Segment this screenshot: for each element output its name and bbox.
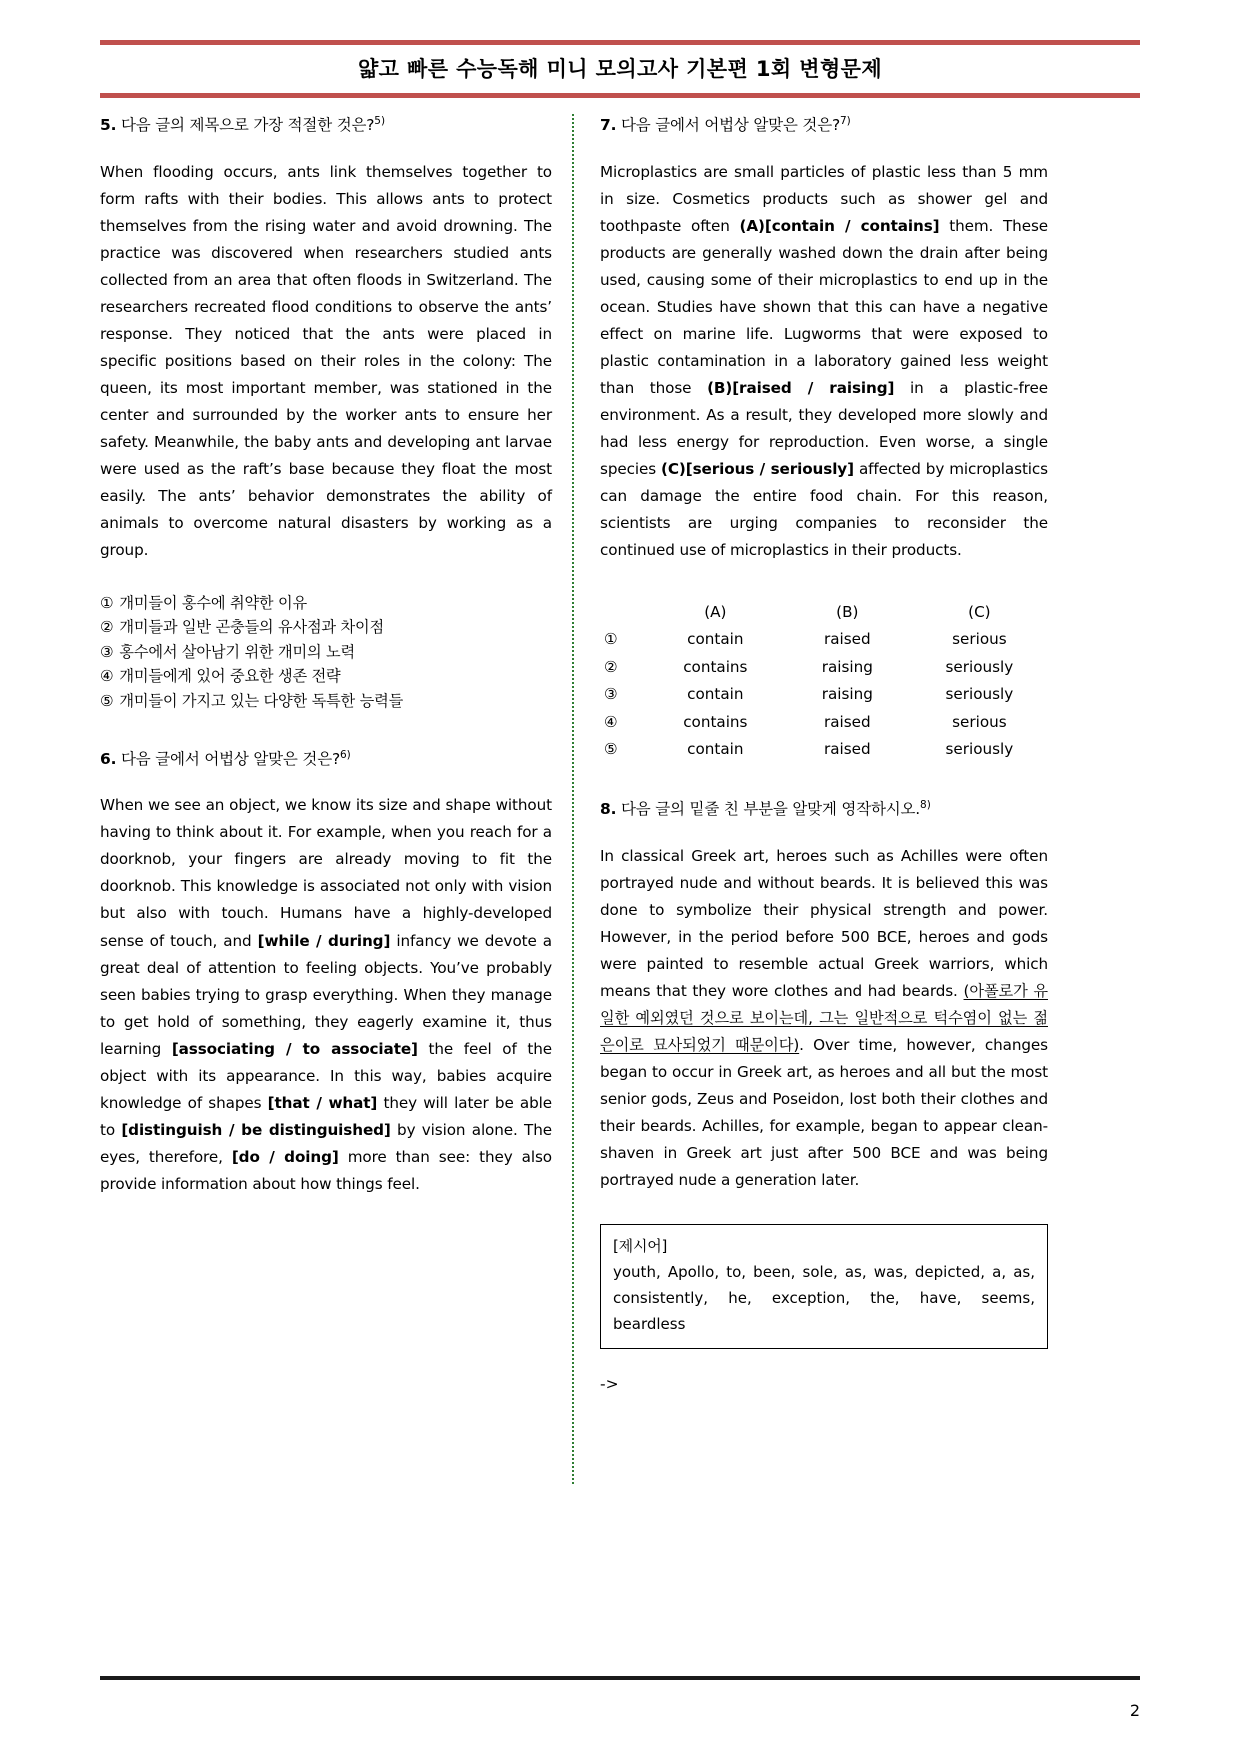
inline-choice-pair: [do / doing] bbox=[231, 1147, 339, 1166]
question-6 bbox=[100, 748, 552, 1198]
question-5-passage: When flooding occurs, ants link themselves together to form rafts with their bodies. This allows ants to protect themselves from the rising water and avoid drowning. The practice was discovered when researchers studied ants collected from an area that often floods in Switzerland. The researchers recreated flood conditions to observe the ants’ response. They noticed that the ants were placed in specific positions based on their roles in the colony: The queen, its most important member, was stationed in the center and surrounded by the worker ants to ensure her safety. Meanwhile, the baby ants and developing ant larvae were used as the raft’s base because they float the most easily. The ants’ behavior demonstrates the ability of animals to overcome natural disasters by working as a group. bbox=[100, 162, 552, 560]
cell-a: contain bbox=[687, 630, 744, 649]
table-row[interactable] bbox=[600, 709, 1048, 737]
choice-label: 홍수에서 살아남기 위한 개미의 노력 bbox=[119, 642, 355, 661]
choice-label: 개미들에게 있어 중요한 생존 전략 bbox=[119, 667, 341, 686]
passage-text: more than see: they also provide information about how things feel. bbox=[100, 1147, 552, 1193]
answer-arrow: -> bbox=[600, 1375, 619, 1394]
cell-c: serious bbox=[952, 630, 1007, 649]
inline-choice-pair: (B)[raised / raising] bbox=[707, 379, 895, 398]
choice-label: 개미들이 가지고 있는 다양한 독특한 능력들 bbox=[119, 692, 404, 711]
cell-a: contain bbox=[687, 740, 744, 759]
choice-item[interactable] bbox=[100, 591, 552, 616]
passage-text: . Over time, however, changes began to occur in Greek art, as heroes and all but the most senior gods, Zeus and Poseidon, lost both their clothes and their beards. Achilles, for example, began to appear clean-shaven in Greek art just after 500 BCE and was being portrayed nude a generation later. bbox=[600, 1035, 1048, 1190]
inline-choice-pair: (A)[contain / contains] bbox=[739, 216, 940, 235]
cell-b: raising bbox=[821, 685, 873, 704]
cell-b: raised bbox=[823, 630, 871, 649]
row-marker: ④ bbox=[604, 712, 618, 731]
choice-marker: ③ bbox=[100, 642, 114, 661]
question-6-heading-text: 다음 글에서 어법상 알맞은 것은? bbox=[116, 749, 340, 768]
question-8-number: 8. bbox=[600, 800, 617, 819]
page-number: 2 bbox=[1129, 1701, 1140, 1720]
question-5-choices bbox=[100, 591, 552, 714]
word-bank-words: youth, Apollo, to, been, sole, as, was, depicted, a, as, consistently, he, exception, the, have, seems, beardless bbox=[613, 1262, 1035, 1333]
column-header-marker bbox=[600, 599, 647, 627]
section-spacer bbox=[600, 764, 1048, 798]
row-marker: ① bbox=[604, 630, 618, 649]
question-6-number: 6. bbox=[100, 749, 117, 768]
question-5-footnote-marker: 5) bbox=[374, 115, 386, 128]
question-7-answer-table bbox=[600, 599, 1048, 764]
column-header-b: (B) bbox=[836, 602, 859, 621]
table-row[interactable] bbox=[600, 736, 1048, 764]
two-column-body bbox=[100, 114, 1140, 1509]
question-7-passage bbox=[600, 159, 1048, 565]
choice-marker: ⑤ bbox=[100, 692, 114, 711]
underlined-translation-target: (아폴로가 유일한 예외였던 것으로 보이는데, 그는 일반적으로 턱수염이 없는 젊은이로 묘사되었기 때문이다) bbox=[600, 981, 1048, 1054]
question-8-footnote-marker: 8) bbox=[920, 798, 931, 811]
question-5 bbox=[100, 114, 552, 713]
section-spacer bbox=[100, 714, 552, 748]
choice-marker: ② bbox=[100, 618, 114, 637]
passage-text: they will later be able to bbox=[100, 1093, 553, 1139]
choice-item[interactable] bbox=[100, 615, 552, 640]
question-6-footnote-marker: 6) bbox=[340, 748, 351, 761]
question-5-heading-text: 다음 글의 제목으로 가장 적절한 것은? bbox=[116, 116, 375, 135]
table-row[interactable] bbox=[600, 626, 1048, 654]
choice-marker: ① bbox=[100, 593, 114, 612]
choice-item[interactable] bbox=[100, 664, 552, 689]
column-header-a: (A) bbox=[704, 602, 727, 621]
word-bank-box bbox=[600, 1224, 1048, 1349]
column-header-c: (C) bbox=[968, 602, 991, 621]
question-7-footnote-marker: 7) bbox=[840, 115, 851, 128]
passage-text: infancy we devote a great deal of attention to feeling objects. You’ve probably seen babies trying to grasp everything. When they manage to get hold of something, they eagerly examine it, thus learning bbox=[100, 931, 552, 1058]
question-8-heading-text: 다음 글의 밑줄 친 부분을 알맞게 영작하시오. bbox=[616, 800, 921, 819]
passage-text: affected by microplastics can damage the entire food chain. For this reason, scientists are urging companies to reconsider the continued use of microplastics in their products. bbox=[600, 460, 1048, 560]
row-marker: ⑤ bbox=[604, 740, 618, 759]
cell-b: raising bbox=[821, 657, 873, 676]
table-row[interactable] bbox=[600, 654, 1048, 682]
cell-c: seriously bbox=[945, 685, 1014, 704]
cell-a: contain bbox=[687, 685, 744, 704]
question-8 bbox=[600, 798, 1048, 1393]
inline-choice-pair: [while / during] bbox=[257, 931, 391, 950]
page-title: 얇고 빠른 수능독해 미니 모의고사 기본편 1회 변형문제 bbox=[357, 57, 883, 81]
question-7-heading-text: 다음 글에서 어법상 알맞은 것은? bbox=[616, 116, 840, 135]
column-divider bbox=[572, 114, 574, 1484]
question-7 bbox=[600, 114, 1048, 764]
row-marker: ③ bbox=[604, 685, 618, 704]
question-7-number: 7. bbox=[600, 116, 617, 135]
table-row[interactable] bbox=[600, 681, 1048, 709]
word-bank-label: [제시어] bbox=[613, 1237, 668, 1256]
cell-c: seriously bbox=[945, 657, 1014, 676]
cell-b: raised bbox=[823, 712, 871, 731]
passage-text: in a plastic-free environment. As a result, they developed more slowly and had less energy for reproduction. Even worse, a single species bbox=[600, 379, 1048, 479]
question-5-heading bbox=[100, 114, 552, 137]
question-7-heading bbox=[600, 114, 1048, 137]
header-rule-bottom bbox=[100, 93, 1140, 98]
choice-marker: ④ bbox=[100, 667, 114, 686]
left-column bbox=[100, 114, 570, 1509]
choice-label: 개미들이 홍수에 취약한 이유 bbox=[119, 593, 307, 612]
right-column bbox=[578, 114, 1048, 1509]
cell-a: contains bbox=[683, 657, 748, 676]
inline-choice-pair: [that / what] bbox=[267, 1093, 378, 1112]
question-8-passage bbox=[600, 843, 1048, 1195]
question-8-heading bbox=[600, 798, 1048, 821]
table-header-row bbox=[600, 599, 1048, 627]
row-marker: ② bbox=[604, 657, 618, 676]
cell-c: serious bbox=[952, 712, 1007, 731]
question-6-heading bbox=[100, 748, 552, 771]
cell-a: contains bbox=[683, 712, 748, 731]
passage-text: the feel of the object with its appearance. In this way, babies acquire knowledge of shapes bbox=[100, 1039, 552, 1112]
inline-choice-pair: [distinguish / be distinguished] bbox=[121, 1120, 391, 1139]
footer-rule bbox=[100, 1676, 1140, 1680]
passage-text: When we see an object, we know its size and shape without having to think about it. For example, when you reach for a doorknob, your fingers are already moving to fit the doorknob. This knowledge is associated not only with vision but also with touch. Humans have a highly-developed sense of touch, and bbox=[100, 796, 552, 950]
inline-choice-pair: [associating / to associate] bbox=[171, 1039, 418, 1058]
inline-choice-pair: (C)[serious / seriously] bbox=[661, 460, 854, 479]
cell-c: seriously bbox=[945, 740, 1014, 759]
choice-item[interactable] bbox=[100, 689, 552, 714]
passage-text: Microplastics are small particles of plastic less than 5 mm in size. Cosmetics products such as shower gel and toothpaste often bbox=[600, 162, 1048, 235]
passage-text: them. These products are generally washed down the drain after being used, causing some of their microplastics to end up in the ocean. Studies have shown that this can have a negative effect on marine life. Lugworms that were exposed to plastic contamination in a laboratory gained less weight than those bbox=[600, 216, 1048, 398]
passage-text: by vision alone. The eyes, therefore, bbox=[100, 1120, 552, 1166]
choice-label: 개미들과 일반 곤충들의 유사점과 차이점 bbox=[119, 618, 384, 637]
question-6-passage bbox=[100, 792, 552, 1198]
question-5-number: 5. bbox=[100, 116, 117, 135]
choice-item[interactable] bbox=[100, 640, 552, 665]
cell-b: raised bbox=[823, 740, 871, 759]
passage-text: In classical Greek art, heroes such as Achilles were often portrayed nude and without beards. It is believed this was done to symbolize their physical strength and power. However, in the period before 500 BCE, heroes and gods were painted to resemble actual Greek warriors, which means that they wore clothes and had beards. bbox=[600, 846, 1048, 1000]
